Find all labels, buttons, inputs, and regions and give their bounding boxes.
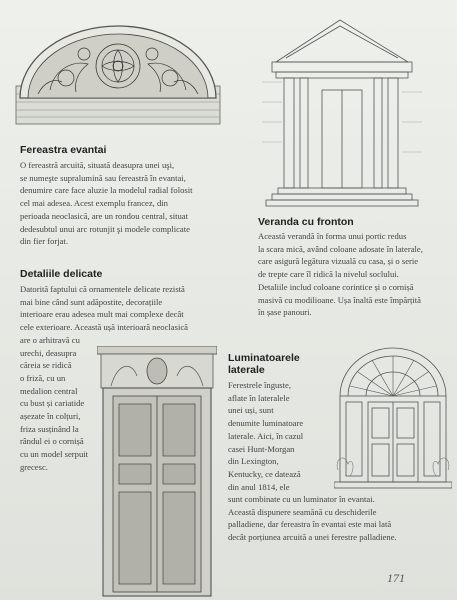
title-line: laterale <box>228 364 265 376</box>
detaliile-paragraph <box>20 283 188 474</box>
text-line: Ferestrele înguste, <box>228 380 292 390</box>
text-line: în șase panouri. <box>258 307 312 318</box>
text-line: Kentucky, ce datează <box>228 468 301 479</box>
text-line: palladiene, dar fereastra în evantai este mai lată <box>228 519 392 530</box>
text-line: urechi, deasupra <box>20 347 77 358</box>
text-line: are o arhitravă cu <box>20 334 80 345</box>
text-line: din fier forjat. <box>20 236 68 247</box>
title-line: Luminatoarele <box>228 352 300 364</box>
veranda-paragraph <box>258 230 423 319</box>
text-line: laterale. Aici, în cazul <box>228 430 304 441</box>
text-line: sunt combinate cu un luminator în evantai. <box>228 494 375 504</box>
fereastra-title: Fereastra evantai <box>20 144 107 156</box>
text-line: dedesubtul unui arc rotunjit şi modele complicate <box>20 223 190 234</box>
luminatoarele-paragraph-wide <box>228 493 397 544</box>
text-line: medalion central <box>20 385 78 396</box>
text-line: masivă cu modilioane. Ușa înaltă este împărțită <box>258 294 421 305</box>
fanlight-doorway-illustration <box>334 340 452 490</box>
veranda-title: Veranda cu fronton <box>258 216 354 228</box>
porch-illustration <box>262 12 422 210</box>
text-line: așezate în colțuri, <box>20 411 81 422</box>
text-line: o friză, cu un <box>20 372 66 383</box>
text-line: perioada neoclasică, are un rondou central, situat <box>20 210 188 221</box>
text-line: cel mai adesea. Acest exemplu francez, din <box>20 198 168 209</box>
text-line: denumire care face aluzie la modelul radial folosit <box>20 185 193 196</box>
text-line: care asigură legătura vizuală cu casa, și o serie <box>258 256 419 267</box>
text-line: friza susținând la <box>20 423 79 434</box>
text-line: Datorită faptului că ornamentele delicate rezistă <box>20 284 185 294</box>
text-line: de trepte care îl ridică la nivelul soclului. <box>258 269 399 280</box>
text-line: se numeşte supralumină sau fereastră în evantai, <box>20 172 186 183</box>
text-line: mai bine când sunt adăpostite, decorațiile <box>20 296 163 307</box>
text-line: Această dispunere seamănă cu deschiderile <box>228 506 377 517</box>
text-line: unei uși, sunt <box>228 405 274 416</box>
text-line: din Lexington, <box>228 456 279 467</box>
text-line: din anul 1814, ele <box>228 481 290 492</box>
text-line: căreia se ridică <box>20 360 72 371</box>
luminatoarele-paragraph <box>228 379 303 493</box>
text-line: casei Hunt-Morgan <box>228 443 295 454</box>
luminatoarele-title <box>228 352 300 376</box>
text-line: la scara mică, având coloane adosate în laterale, <box>258 243 423 254</box>
text-line: interioare erau adesea mult mai complexe decât <box>20 309 184 320</box>
text-line: Detaliile includ coloane corintice și o cornișă <box>258 281 414 292</box>
text-line: O fereastră arcuită, situată deasupra unei uşi, <box>20 160 175 170</box>
text-line: cu bust și cariatide <box>20 398 85 409</box>
text-line: cele exterioare. Această ușă interioară neoclasică <box>20 322 188 333</box>
text-line: cu un model serpuit <box>20 449 89 460</box>
text-line: decât porțiunea arcuită a unei ferestre palladiene. <box>228 532 397 543</box>
text-line: grecesc. <box>20 461 48 472</box>
text-line: rândul ei o cornișă <box>20 436 84 447</box>
detaliile-title: Detaliile delicate <box>20 268 103 280</box>
text-line: Această verandă în forma unui portic redus <box>258 231 407 241</box>
text-line: denumite luminatoare <box>228 418 304 429</box>
page-number: 171 <box>387 571 405 585</box>
text-line: aflate în lateralele <box>228 392 290 403</box>
fan-window-illustration <box>14 20 222 126</box>
fereastra-paragraph <box>20 159 193 248</box>
